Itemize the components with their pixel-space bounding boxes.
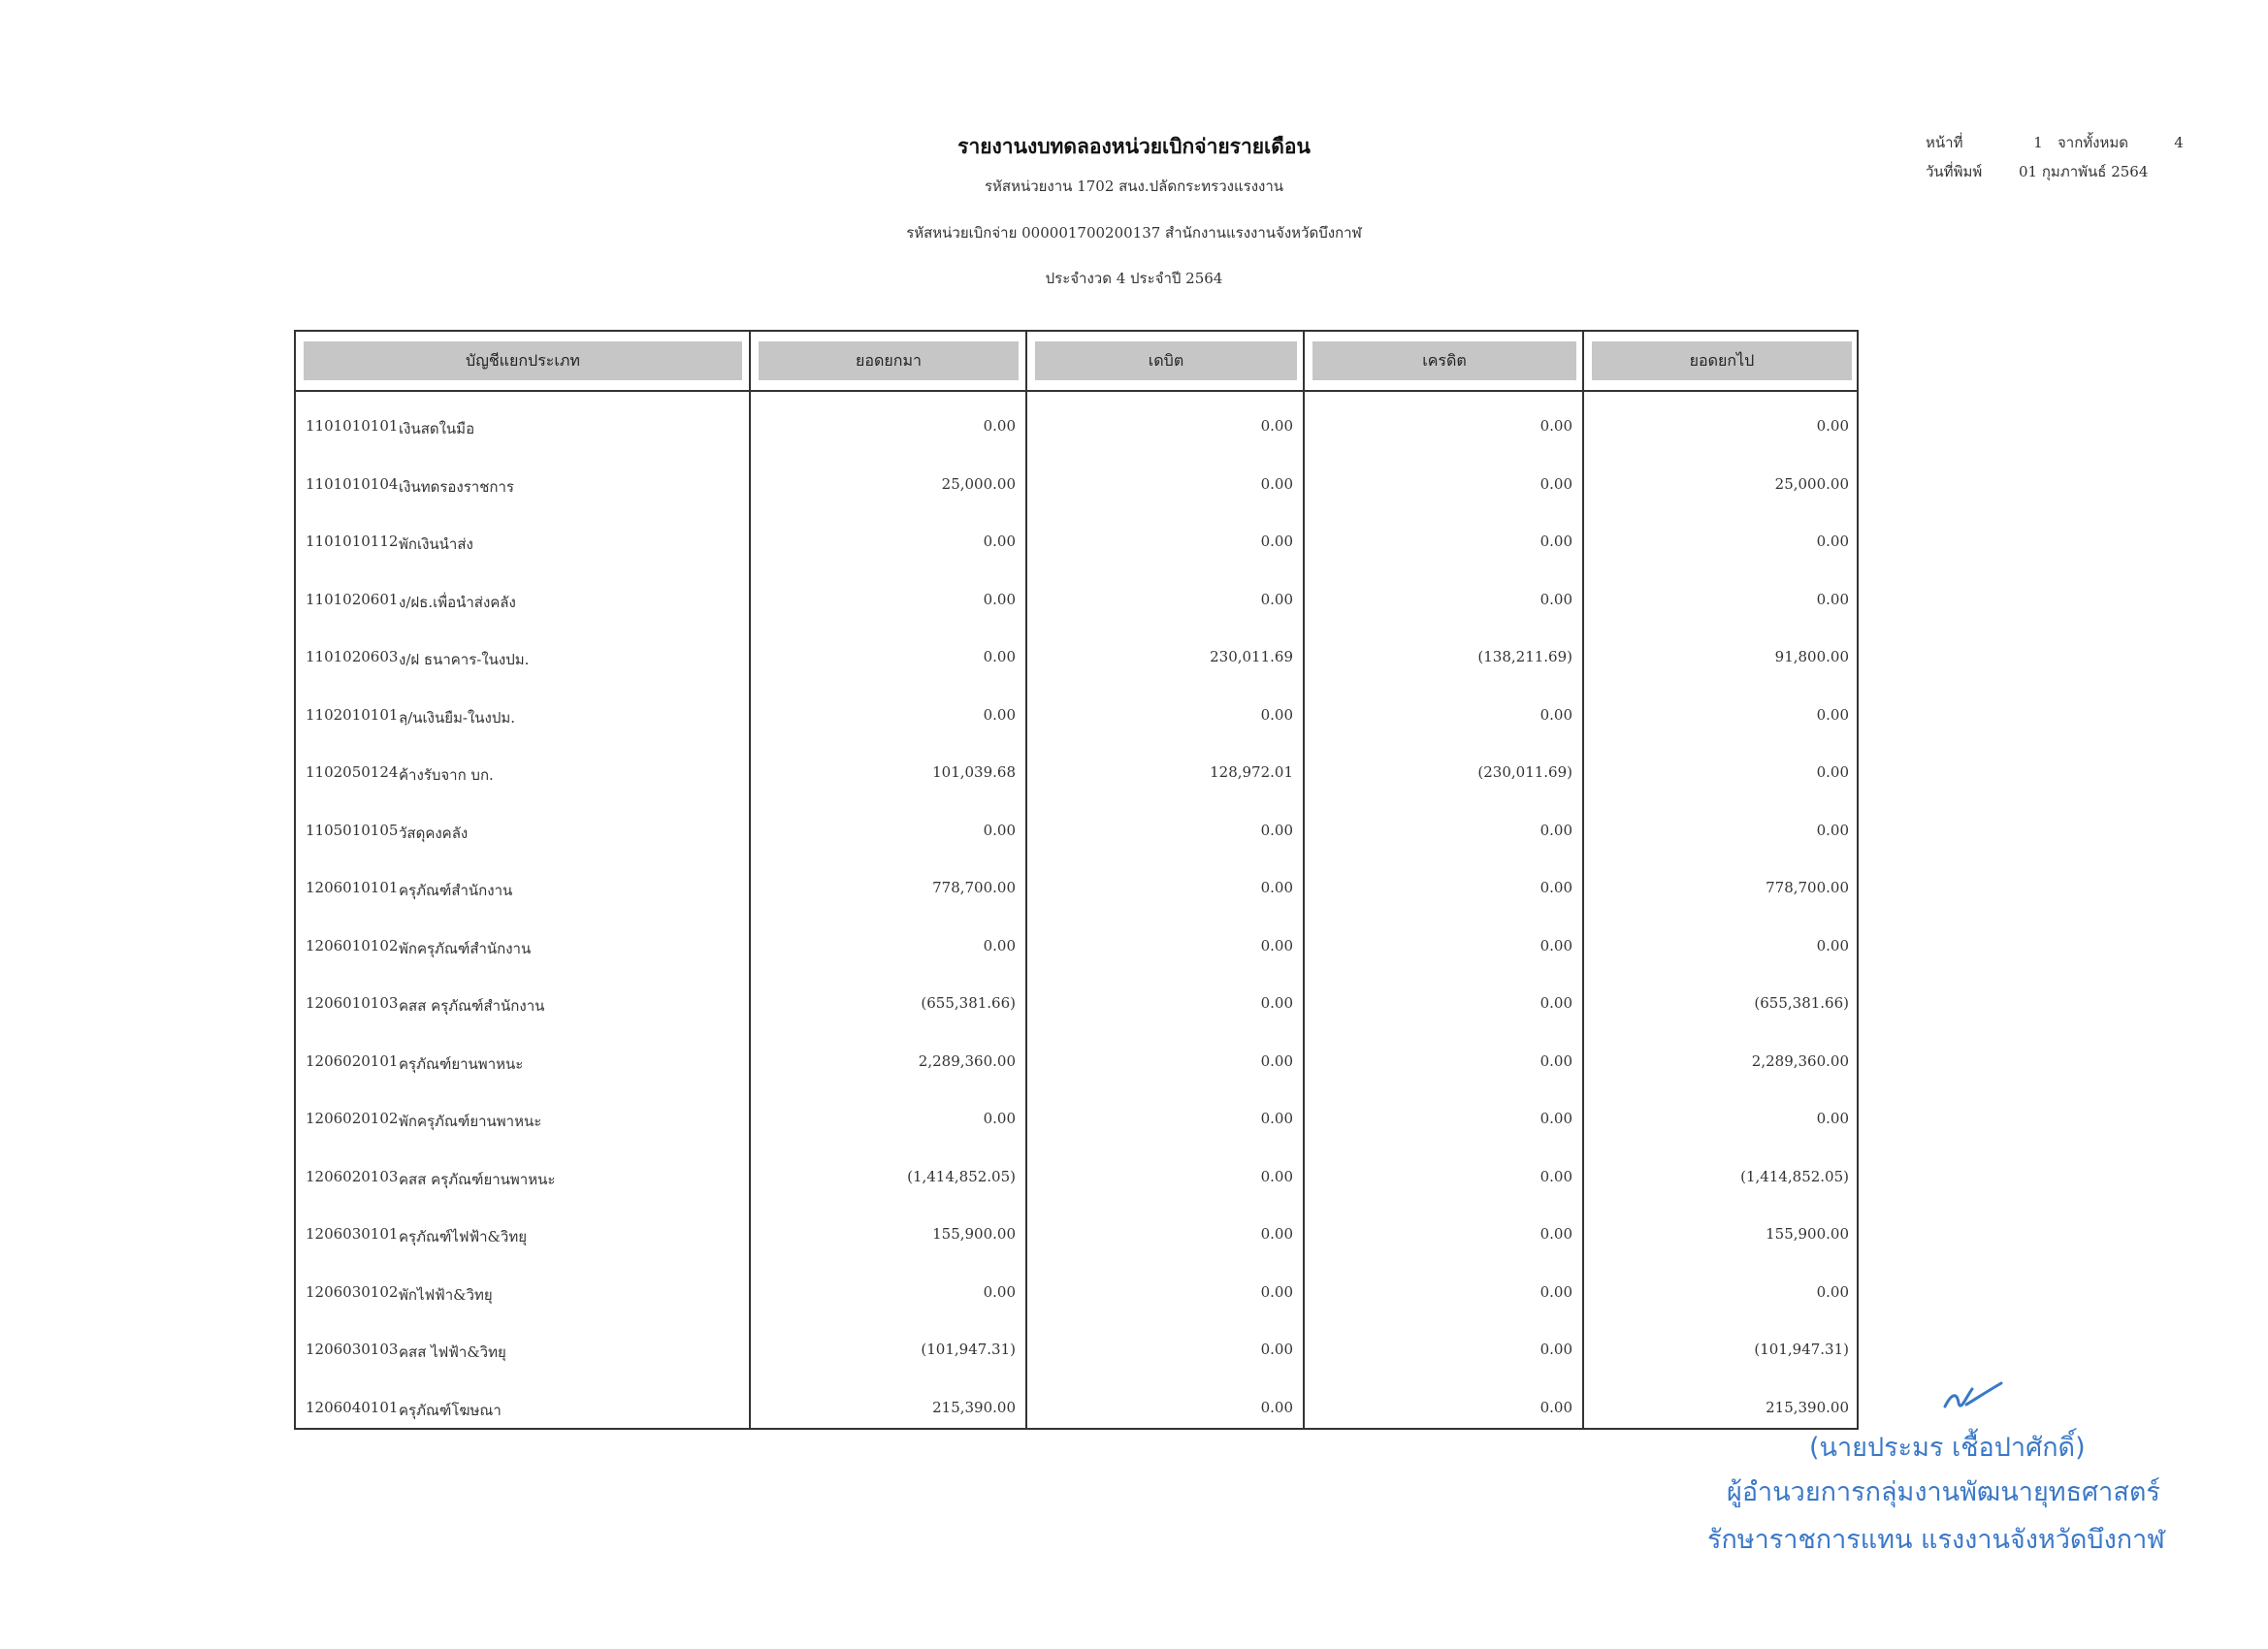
- account-name: วัสดุคงคลัง: [399, 824, 469, 842]
- account-code: 1206030101: [306, 1225, 399, 1243]
- credit-value: (138,211.69): [1477, 648, 1572, 665]
- account-name: พักเงินนำส่ง: [399, 535, 473, 553]
- carried-forward-value: (655,381.66): [1754, 994, 1849, 1012]
- brought-forward-value: 215,390.00: [932, 1398, 1016, 1416]
- trial-balance-table: [294, 330, 1859, 1430]
- table-row: [296, 450, 1857, 508]
- header-debit: เดบิต: [1035, 341, 1297, 380]
- brought-forward-value: 0.00: [983, 590, 1016, 608]
- account-name: ง/ฝ ธนาคาร-ในงปม.: [399, 651, 530, 668]
- carried-forward-value: 0.00: [1816, 590, 1849, 608]
- account-name: ครุภัณฑ์ยานพาหนะ: [399, 1054, 524, 1073]
- table-row: [296, 912, 1857, 970]
- credit-value: 0.00: [1539, 1225, 1572, 1243]
- credit-value: 0.00: [1539, 590, 1572, 608]
- table-row: [296, 1084, 1857, 1143]
- account-code: 1206040101: [306, 1398, 399, 1416]
- carried-forward-value: 0.00: [1816, 533, 1849, 550]
- brought-forward-value: 0.00: [983, 1110, 1016, 1127]
- account-code: 1101010101: [306, 417, 399, 435]
- debit-value: 0.00: [1260, 994, 1293, 1012]
- carried-forward-value: 2,289,360.00: [1751, 1051, 1849, 1070]
- carried-forward-value: 778,700.00: [1766, 879, 1849, 896]
- signatory-name: (นายประมร เชื้อปาศักดิ์): [1809, 1433, 2086, 1463]
- brought-forward-value: 0.00: [983, 705, 1016, 724]
- table-row: [296, 738, 1857, 796]
- debit-value: 0.00: [1260, 1051, 1293, 1070]
- account-name: ครุภัณฑ์โฆษณา: [399, 1401, 502, 1419]
- credit-value: 0.00: [1539, 417, 1572, 435]
- brought-forward-value: 0.00: [983, 936, 1016, 954]
- table-row: [296, 796, 1857, 855]
- table-row: [296, 392, 1857, 450]
- account-name: ค้างรับจาก บก.: [399, 766, 494, 784]
- credit-value: 0.00: [1539, 821, 1572, 839]
- credit-value: (230,011.69): [1477, 763, 1572, 781]
- account-name: เงินสดในมือ: [399, 420, 475, 437]
- debit-value: 0.00: [1260, 705, 1293, 724]
- debit-value: 230,011.69: [1210, 648, 1293, 665]
- brought-forward-value: 0.00: [983, 417, 1016, 435]
- carried-forward-value: 0.00: [1816, 1110, 1849, 1127]
- account-code: 1101020601: [306, 590, 399, 608]
- credit-value: 0.00: [1539, 1051, 1572, 1070]
- account-name: พักครุภัณฑ์สำนักงาน: [399, 939, 532, 957]
- brought-forward-value: (101,947.31): [921, 1341, 1016, 1358]
- page-info: [1926, 128, 2193, 186]
- account-code: 1102050124: [306, 763, 399, 781]
- debit-value: 0.00: [1260, 879, 1293, 896]
- brought-forward-value: 2,289,360.00: [918, 1051, 1016, 1070]
- table-row: [296, 566, 1857, 624]
- credit-value: 0.00: [1539, 1110, 1572, 1127]
- carried-forward-value: 215,390.00: [1766, 1398, 1849, 1416]
- debit-value: 0.00: [1260, 821, 1293, 839]
- debit-value: 0.00: [1260, 590, 1293, 608]
- handwritten-signature: [1937, 1377, 2005, 1420]
- account-name: พักครุภัณฑ์ยานพาหนะ: [399, 1113, 542, 1130]
- carried-forward-value: (101,947.31): [1754, 1341, 1849, 1358]
- account-code: 1101020603: [306, 648, 399, 665]
- debit-value: 0.00: [1260, 1225, 1293, 1243]
- table-body: [296, 392, 1857, 1431]
- account-code: 1206010103: [306, 994, 399, 1012]
- account-name: เงินทดรองราชการ: [399, 477, 514, 496]
- signatory-position: ผู้อำนวยการกลุ่มงานพัฒนายุทธศาสตร์: [1727, 1477, 2160, 1507]
- header-credit: เครดิต: [1312, 341, 1576, 380]
- print-date-label: วันที่พิมพ์: [1926, 163, 1983, 180]
- table-row: [296, 1200, 1857, 1258]
- debit-value: 0.00: [1260, 1398, 1293, 1416]
- total-pages: 4: [2174, 134, 2184, 151]
- table-row: [296, 1374, 1857, 1432]
- page-number: 1: [2033, 134, 2043, 151]
- account-code: 1101010104: [306, 474, 399, 493]
- brought-forward-value: 0.00: [983, 1282, 1016, 1301]
- page-label: หน้าที่: [1926, 134, 1963, 151]
- table-row: [296, 1258, 1857, 1316]
- credit-value: 0.00: [1539, 879, 1572, 896]
- account-code: 1206010101: [306, 879, 399, 896]
- debit-value: 0.00: [1260, 474, 1293, 493]
- credit-value: 0.00: [1539, 1341, 1572, 1358]
- brought-forward-value: 778,700.00: [932, 879, 1016, 896]
- table-row: [296, 1143, 1857, 1201]
- brought-forward-value: (1,414,852.05): [907, 1167, 1016, 1185]
- brought-forward-value: 0.00: [983, 648, 1016, 665]
- account-name: ครุภัณฑ์ไฟฟ้า&วิทยุ: [399, 1228, 528, 1245]
- debit-value: 128,972.01: [1210, 763, 1293, 781]
- disbursing-unit-line: รหัสหน่วยเบิกจ่าย 0000017002001​37 สำนักงานแรงงานจังหวัดบึงกาฬ: [906, 224, 1362, 242]
- table-row: [296, 507, 1857, 566]
- credit-value: 0.00: [1539, 705, 1572, 724]
- credit-value: 0.00: [1539, 1167, 1572, 1185]
- carried-forward-value: 0.00: [1816, 1282, 1849, 1301]
- carried-forward-value: (1,414,852.05): [1740, 1167, 1849, 1185]
- table-row: [296, 623, 1857, 681]
- credit-value: 0.00: [1539, 994, 1572, 1012]
- agency-line: รหัสหน่วยงาน 1702 สนง.ปลัดกระทรวงแรงงาน: [984, 178, 1284, 195]
- table-row: [296, 681, 1857, 739]
- account-code: 1206020101: [306, 1051, 399, 1070]
- carried-forward-value: 155,900.00: [1766, 1225, 1849, 1243]
- credit-value: 0.00: [1539, 936, 1572, 954]
- brought-forward-value: 101,039.68: [932, 763, 1016, 781]
- header-brought-forward: ยอดยกมา: [759, 341, 1019, 380]
- carried-forward-value: 0.00: [1816, 763, 1849, 781]
- debit-value: 0.00: [1260, 1341, 1293, 1358]
- carried-forward-value: 0.00: [1816, 417, 1849, 435]
- carried-forward-value: 0.00: [1816, 821, 1849, 839]
- account-name: คสส ครุภัณฑ์ยานพาหนะ: [399, 1170, 556, 1188]
- credit-value: 0.00: [1539, 1398, 1572, 1416]
- credit-value: 0.00: [1539, 474, 1572, 493]
- account-name: คสส ครุภัณฑ์สำนักงาน: [399, 997, 545, 1015]
- account-name: คสส ไฟฟ้า&วิทยุ: [399, 1343, 506, 1361]
- carried-forward-value: 25,000.00: [1774, 474, 1849, 493]
- debit-value: 0.00: [1260, 936, 1293, 954]
- credit-value: 0.00: [1539, 1282, 1572, 1301]
- table-row: [296, 969, 1857, 1027]
- account-name: พักไฟฟ้า&วิทยุ: [399, 1285, 493, 1304]
- signatory-acting-role: รักษาราชการแทน แรงงานจังหวัดบึงกาฬ: [1707, 1525, 2165, 1555]
- period-line: ประจำงวด 4 ประจำปี 2564: [1045, 270, 1223, 287]
- header-account: บัญชีแยกประเภท: [304, 341, 742, 380]
- brought-forward-value: (655,381.66): [921, 994, 1016, 1012]
- credit-value: 0.00: [1539, 533, 1572, 550]
- account-name: ลฺ/นเงินยืม-ในงปม.: [399, 708, 516, 727]
- debit-value: 0.00: [1260, 417, 1293, 435]
- brought-forward-value: 0.00: [983, 533, 1016, 550]
- debit-value: 0.00: [1260, 1167, 1293, 1185]
- brought-forward-value: 0.00: [983, 821, 1016, 839]
- account-name: ครุภัณฑ์สำนักงาน: [399, 882, 513, 899]
- account-code: 1206020102: [306, 1110, 399, 1127]
- table-row: [296, 854, 1857, 912]
- table-row: [296, 1315, 1857, 1374]
- carried-forward-value: 0.00: [1816, 705, 1849, 724]
- brought-forward-value: 155,900.00: [932, 1225, 1016, 1243]
- header-carried-forward: ยอดยกไป: [1592, 341, 1852, 380]
- debit-value: 0.00: [1260, 1110, 1293, 1127]
- print-date: 01 กุมภาพันธ์ 2564: [2019, 163, 2149, 180]
- total-pages-label: จากทั้งหมด: [2057, 134, 2129, 151]
- account-code: 1206030102: [306, 1282, 399, 1301]
- table-row: [296, 1027, 1857, 1085]
- account-code: 1102010101: [306, 705, 399, 724]
- brought-forward-value: 25,000.00: [941, 474, 1016, 493]
- debit-value: 0.00: [1260, 1282, 1293, 1301]
- account-code: 1101010112: [306, 533, 399, 550]
- carried-forward-value: 91,800.00: [1774, 648, 1849, 665]
- debit-value: 0.00: [1260, 533, 1293, 550]
- account-code: 1206030103: [306, 1341, 399, 1358]
- carried-forward-value: 0.00: [1816, 936, 1849, 954]
- account-code: 1105010105: [306, 821, 399, 839]
- report-title: รายงานงบทดลองหน่วยเบิกจ่ายรายเดือน: [957, 134, 1311, 158]
- account-code: 1206010102: [306, 936, 399, 954]
- account-name: ง/ฝธ.เพื่อนำส่งคลัง: [399, 593, 516, 611]
- account-code: 1206020103: [306, 1167, 399, 1185]
